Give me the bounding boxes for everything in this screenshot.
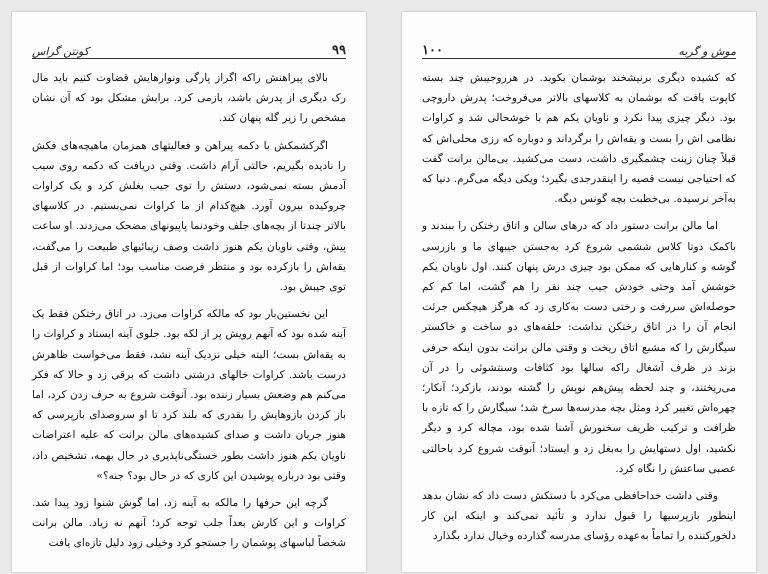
right-page-header	[422, 38, 736, 59]
right-page-body	[422, 68, 736, 547]
paragraph: اما مالن برانت دستور داد که درهای سالن و اتاق رختکن را ببندند و باکمک دوتا کلاس ششمی شروع کرد به‌جستن جیبهای ما و بازرسی گوشه و کنارهایی که ممکن بود چیزی درش پنهان کنند. اول ناویان یکم خوشش آمد وحتی خودش جیب چند نفر را هم گشت، اما کم کم حوصله‌اش سررفت و رختی دست به‌کاری زد که هرگز هیچکس جرئت انجام آن را در اتاق رختکن نداشت: حلقه‌های دو ساخت و خاکستر سیگارش را که مشبع اتاق ریخت و وقتی مالن برانت بدون اینکه حرفی بزند در ظرف آشغال راکه سالها بود کثافات وسنتشوئی را در آن می‌ریختند، و چند لحظه پیش‌هم نوپش را گشته بودند، بازکرد؛ آنکار؛ چهره‌اش تغییر کرد ومثل بچه مدرسه‌ها سرخ شد؛ سیگارش را که تازه با ظرافت و ترکیب ظریف سخنورش آشنا شده بود، مچاله کرد و دیگر نکشید، اول دستهایش را به‌بغل زد و ایستاد؛ آنوقت شروع کرد باحالتی عصبی ساعتش را نگاه کرد.	[422, 220, 736, 475]
paragraph: گرچه این حرفها را مالکه به آینه زد، اما گوش شنوا زود پیدا شد. کراوات و این کارش بعداً جلب توجه کرد؛ آنهم نه زیاد. مالن برانت شخصاً لباسهای پوشمان را جستجو کرد وخیلی زود دلیل تازه‌ای یافت	[32, 497, 346, 550]
left-page-number: ۹۹	[332, 43, 346, 58]
paragraph: این نخستین‌بار بود که مالکه کراوات می‌زد. در اتاق رختکن فقط یک آینه شده بود که آنهم رویش پر از لکه بود. جلوی آینه ایستاد و کراوات را به یقه‌اش بست؛ البته خیلی نزدیک آینه نشد، فقط می‌خواست ظاهرش درست باشد. کراوات خالهای درشتی داشت که برقی زد و حالا که فکر می‌کنم هم وضعش بسیار زننده بود. آنوقت شروع به حرف زدن کرد، اما باز کردن بازوهایش را بقدری که بلند کرد تا او سروصدای بازپرسی که هنوز جریان داشت و صدای کشیده‌های مالن برانت که علیه اعتراضات ناویان یکم هنوز داشت بطور خستگی‌ناپذیری در حال بهمه، تشخیص داد، وقتی بود درباره پوشیدن این کاری که در حال بود؟ جنه؟»	[32, 308, 346, 482]
left-page-body	[32, 68, 346, 554]
left-page-header	[32, 38, 346, 59]
paragraph: وقتی داشت خداحافظی می‌کرد با دستکش دست داد که نشان بدهد اینطور بازپرسیها را قبول ندارد و تأئید نمی‌کند و اینکه این کار دلخورکننده را تماماً به‌عهده رؤسای مدرسه گذارده وخیال ندارد بگذارد	[422, 490, 736, 543]
right-page-number: ۱۰۰	[422, 43, 443, 58]
paragraph: بالای پیراهنش راکه اگراز پارگی ونوارهایش قضاوت کنیم باید مال رک دیگری از پدرش باشد، بازمی کرد. برایش مشکل بود که آن نشان مشخص را زیر گله پنهان کند.	[32, 72, 346, 125]
left-running-title: کونتن گراس	[32, 45, 89, 58]
left-page	[12, 12, 366, 572]
right-page	[402, 12, 756, 572]
right-running-title: موش و گربه	[678, 45, 736, 58]
paragraph: اگرکشمکش با دکمه پیراهن و فعالیتهای همزمان ماهیچه‌های فکش را نادیده بگیریم، حالتی آرام داشت. وقتی دریافت که دکمه روی سیب آدمش بسته نمی‌شود، دستش را توی جیب بغلش کرد و یک کراوات چروکیده بیرون آورد. هیچ‌کدام از ما کراوات نمی‌بستیم. در کلاسهای بالاتر چندتا از بچه‌های جلف وخودنما پاپیونهای مضحک می‌زدند. او ساعت پیش، وقتی ناویان یکم هنوز داشت وصف زیبائیهای طبیعت را می‌گفت، یقه‌اش را بازکرده بود و منتظر فرصت مناسب بود؛ اما کراوات از قبل توی جیبش بود.	[32, 139, 346, 294]
paragraph: که کشیده دیگری برنیشخند بوشمان بکوبد. در هرروجیبش چند بسته کاپوت یافت که بوشمان به کلاسهای بالاتر می‌فروخت؛ پدرش داروچی بود. دیگر چیزی پیدا نکرد و ناویان یکم هم با خوشحالی شد و کراوات نظامی اش را بست و یقه‌اش را برگرداند و دوباره که رزی محلی‌اش که قبلاً چنان زینت چشمگیری داشت، دست می‌کشید. بی‌مالن برانت گفت که احتیاجی نیست قصیه را اینقدرجدی بگیرد؛ ویکی دیگه می‌گرم. دنیا که به‌آخر نرسیده. بی‌خطبت بچه گونس دیگه.	[422, 72, 736, 206]
